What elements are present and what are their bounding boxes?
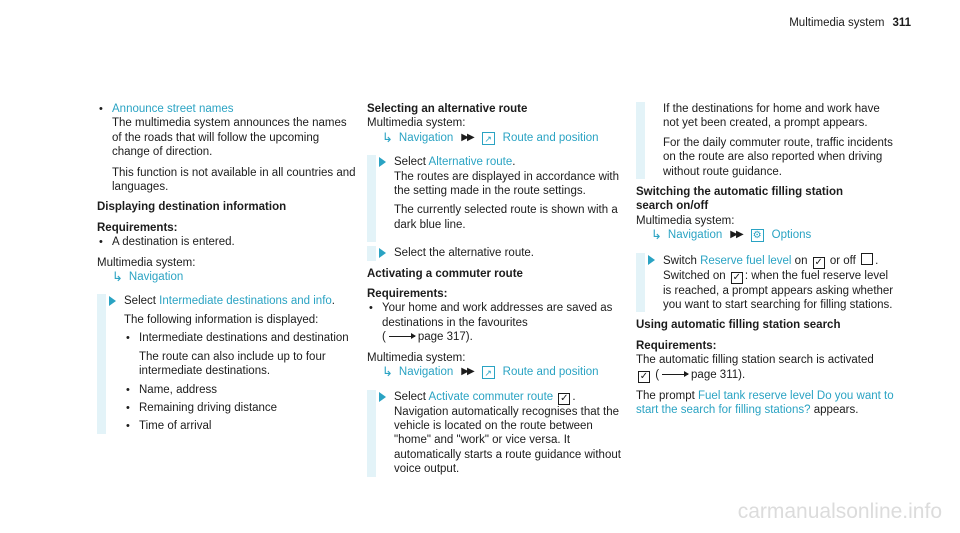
intermediate-destinations-link[interactable]: Intermediate destinations and info [159, 295, 332, 308]
step-arrow-icon [109, 296, 116, 306]
daily-note: For the daily commuter route, traffic incidents on the route are also reported when driving without route guidance. [663, 136, 893, 178]
path-arrow-icon: ↳ [651, 227, 662, 243]
activate-commuter-route-link[interactable]: Activate commuter route [428, 390, 554, 403]
switch-heading-2: search on/off [636, 200, 709, 213]
page-number: 311 [892, 17, 911, 29]
announce-note: This function is not available in all countries and languages. [112, 166, 356, 194]
step-arrow-icon [379, 157, 386, 167]
route-position-link[interactable]: Route and position [502, 131, 599, 144]
list-item: • A destination is entered. [97, 235, 357, 249]
switch-heading-1: Switching the automatic filling station [636, 186, 844, 199]
announce-desc: The multimedia system announces the names of the roads that will follow the upcoming change of direction. [112, 117, 347, 159]
fuel-prompt-link[interactable]: Fuel tank reserve level Do you want to start the search for filling stations? [636, 389, 894, 417]
step-alternative-route: Select Alternative route. The routes are displayed in accordance with the setting made in the route settings. The currently selected route is shown with a dark blue line. [367, 155, 627, 242]
step-bar [636, 102, 645, 179]
chevron-icon: ▶▶ [461, 366, 473, 378]
navigation-link[interactable]: Navigation [398, 366, 454, 379]
page-header [789, 16, 911, 30]
route-position-link[interactable]: Route and position [502, 366, 599, 379]
navigation-link[interactable]: Navigation [128, 271, 184, 284]
menu-path [367, 131, 627, 145]
path-arrow-icon: ↳ [382, 364, 393, 380]
announce-street-names-link[interactable]: Announce street names [112, 103, 234, 115]
route-position-icon: ↗ [482, 132, 495, 145]
home-note: If the destinations for home and work have not yet been created, a prompt appears. [663, 103, 880, 130]
column-1 [97, 102, 357, 434]
step-bar [367, 246, 376, 260]
step-select-alt [367, 246, 627, 260]
options-link[interactable]: Options [771, 229, 812, 242]
requirements-heading: Requirements: [636, 339, 717, 352]
step-continued [636, 102, 896, 179]
requirements-heading: Requirements: [367, 288, 448, 301]
list-item: • Intermediate destinations and destination [124, 331, 357, 345]
commuter-heading: Activating a commuter route [367, 267, 523, 280]
following-info: The following information is displayed: [124, 313, 319, 326]
path-arrow-icon: ↳ [382, 129, 393, 145]
alternative-heading: Selecting an alternative route [367, 103, 528, 115]
reference-arrow-icon [662, 374, 688, 375]
navigation-link[interactable]: Navigation [398, 131, 454, 144]
header-title: Multimedia system [789, 17, 885, 29]
checkbox-empty-icon [861, 253, 873, 265]
display-heading: Displaying destination information [97, 201, 287, 214]
checkbox-checked-icon: ✓ [560, 392, 569, 404]
step-arrow-icon [379, 248, 386, 258]
requirements-heading: Requirements: [97, 221, 178, 234]
req-text: The automatic filling station search is activated [636, 354, 874, 367]
system-label: Multimedia system: [636, 214, 735, 227]
prompt-text: The prompt Fuel tank reserve level Do you want to start the search for filling stations? appears. [636, 389, 894, 417]
path-arrow-icon: ↳ [112, 269, 123, 285]
step-bar [367, 155, 376, 242]
reserve-fuel-level-link[interactable]: Reserve fuel level [700, 254, 792, 267]
step-arrow-icon [379, 392, 386, 402]
list-item: • Time of arrival [124, 419, 357, 433]
step-bar [636, 253, 645, 313]
step-switch: Switch Reserve fuel level on ✓ or off . Switched on ✓ : when the fuel reserve level is reached, a prompt appears asking whether you want to start searching for filling stations. [636, 253, 896, 313]
route-position-icon: ↗ [482, 366, 495, 379]
list-item: • Your home and work addresses are saved as destinations in the favourites [367, 301, 627, 330]
navigation-link[interactable]: Navigation [667, 229, 723, 242]
watermark: carmanualsonline.info [737, 499, 942, 523]
menu-path [367, 365, 627, 379]
chevron-icon: ▶▶ [461, 131, 473, 143]
using-heading: Using automatic filling station search [636, 319, 841, 332]
step-bar [367, 390, 376, 477]
column-2 [367, 102, 627, 477]
checkbox-checked-icon: ✓ [814, 256, 823, 268]
chevron-icon: ▶▶ [730, 229, 742, 241]
checkbox-checked-icon: ✓ [639, 370, 649, 382]
checkbox-checked-icon: ✓ [732, 271, 742, 283]
system-label: Multimedia system: [97, 256, 196, 269]
step-bar [97, 294, 106, 433]
list-item: • Remaining driving distance [124, 401, 357, 415]
system-label: Multimedia system: [367, 117, 466, 130]
system-label: Multimedia system: [367, 351, 466, 364]
step2-text: Select the alternative route. [394, 247, 534, 260]
gear-icon: ⚙ [751, 229, 764, 242]
step1-note: The currently selected route is shown with a dark blue line. [394, 204, 618, 231]
reference-arrow-icon [389, 336, 415, 337]
list-item: • Name, address [124, 383, 357, 397]
step-commuter: Select Activate commuter route ✓ . Navigation automatically recognises that the vehicle is located on the route between "home" and "work" or vice versa. It automatically starts a route guidance without voice output. [367, 390, 627, 477]
alternative-route-link[interactable]: Alternative route [428, 156, 513, 169]
menu-path [97, 270, 357, 284]
step3-desc: Navigation automatically recognises that the vehicle is located on the route between "home" and "work" or vice versa. It automatically starts a route guidance without voice output. [394, 405, 621, 476]
page-reference: ( page 317). [382, 331, 473, 344]
step-select: Select Intermediate destinations and info. The following information is displayed: • Intermediate destinations and destination The route can also include up to four intermediate destinations. • Name, address • Remaining driving distance • Time of arrival [97, 294, 357, 433]
page-reference: ✓ ( page 311). [639, 368, 746, 382]
step1-desc: The routes are displayed in accordance with the setting made in the route settings. [394, 170, 620, 198]
route-note: The route can also include up to four intermediate destinations. [139, 350, 326, 378]
column-3 [636, 102, 896, 418]
list-item [97, 102, 357, 116]
step-arrow-icon [648, 255, 655, 265]
menu-path [636, 228, 896, 242]
